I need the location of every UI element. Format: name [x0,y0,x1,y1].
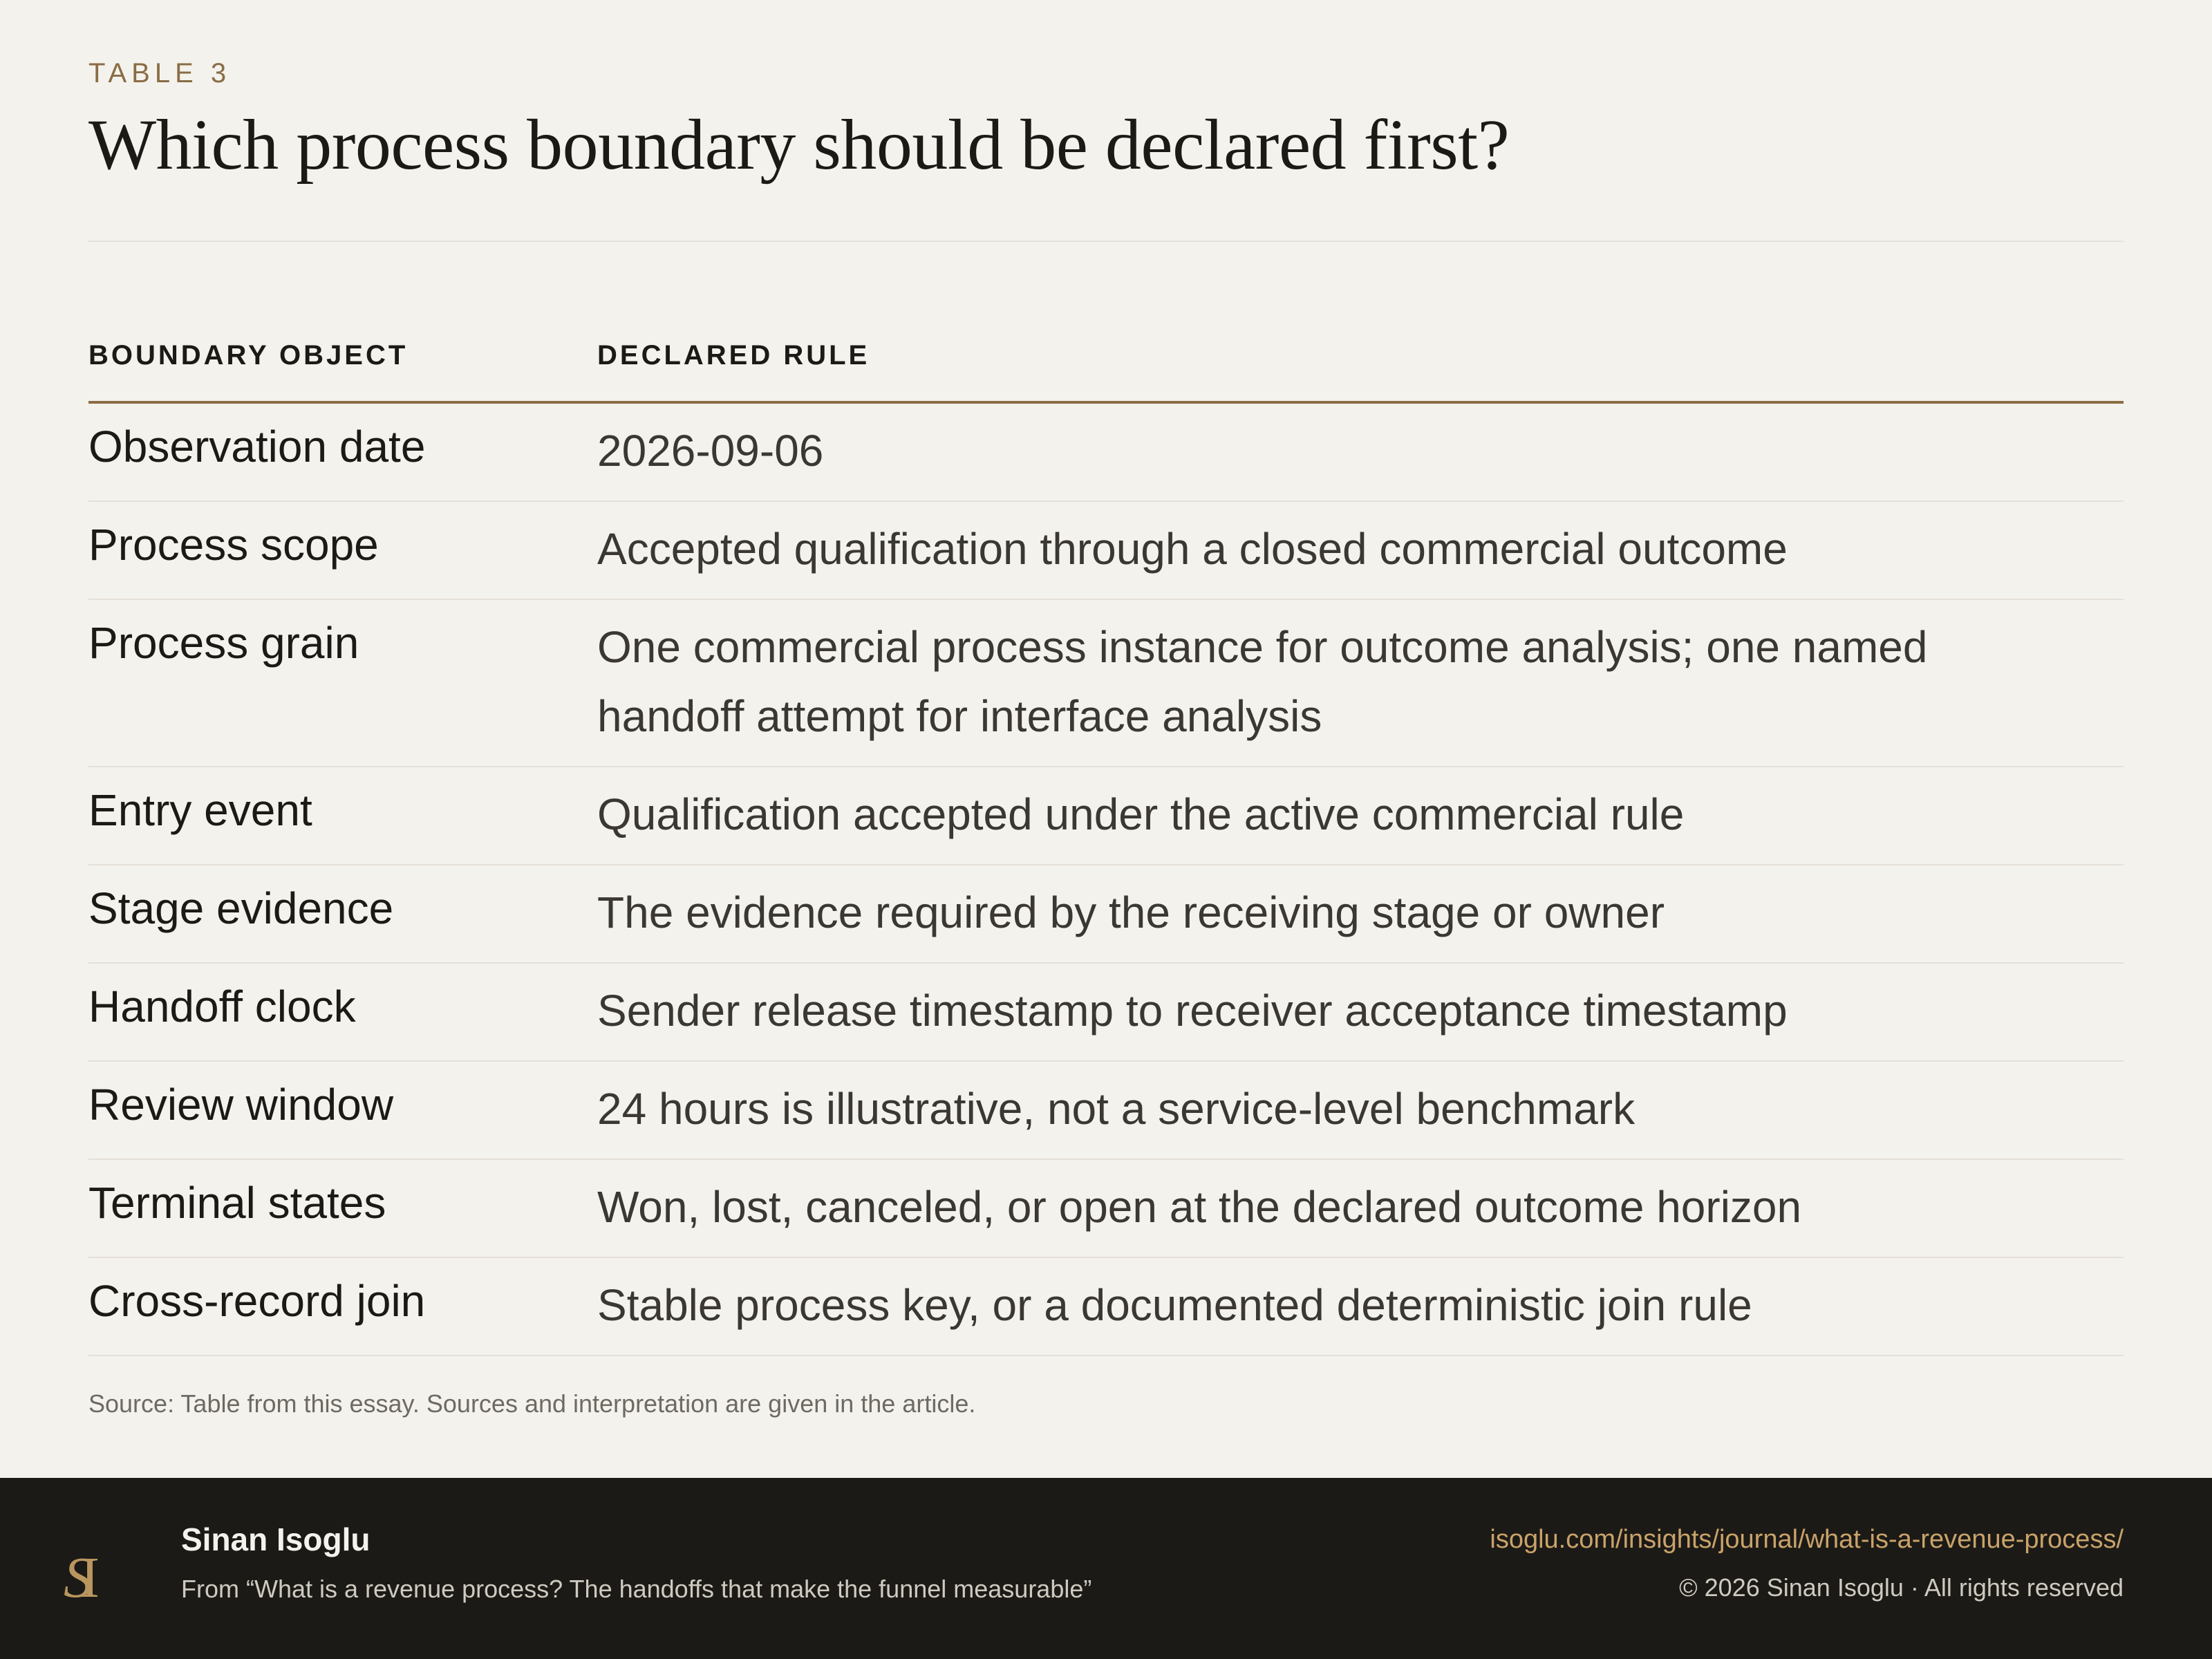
declared-rule-cell: One commercial process instance for outcome analysis; one named handoff attempt for interface analysis [597,622,1928,741]
table-row [88,767,2124,865]
boundary-object-cell: Review window [88,1080,394,1130]
logo-mark: SI [64,1546,87,1610]
article-link[interactable]: isoglu.com/insights/journal/what-is-a-revenue-process/ [1490,1525,2124,1554]
declared-rule-cell: Stable process key, or a documented deterministic join rule [597,1280,1752,1330]
boundary-table [88,332,2124,1356]
column-header-declared-rule: DECLARED RULE [597,340,870,371]
page-title: Which process boundary should be declared first? [88,105,1510,185]
boundary-object-cell: Cross-record join [88,1276,426,1326]
table-row [88,600,2124,767]
boundary-object-cell: Entry event [88,785,312,835]
declared-rule-cell: Accepted qualification through a closed commercial outcome [597,524,1788,574]
boundary-object-cell: Terminal states [88,1178,386,1228]
column-header-boundary-object: BOUNDARY OBJECT [88,340,409,371]
author-name: Sinan Isoglu [181,1521,371,1557]
boundary-object-cell: Observation date [88,422,426,471]
table-eyebrow: TABLE 3 [88,58,232,88]
table-body [88,404,2124,1356]
declared-rule-cell: The evidence required by the receiving stage or owner [597,888,1665,937]
table-row [88,1062,2124,1160]
source-note: Source: Table from this essay. Sources and interpretation are given in the article. [88,1389,976,1418]
boundary-object-cell: Process scope [88,520,379,570]
article-reference: From “What is a revenue process? The handoffs that make the funnel measurable” [181,1575,1092,1603]
table-row [88,1258,2124,1356]
boundary-object-cell: Process grain [88,618,359,668]
declared-rule-cell: Won, lost, canceled, or open at the declared outcome horizon [597,1182,1802,1232]
table-row [88,404,2124,502]
table-row [88,865,2124,964]
table-header [88,332,2124,404]
table-row [88,964,2124,1062]
copyright: © 2026 Sinan Isoglu · All rights reserved [1679,1573,2124,1602]
declared-rule-cell: 24 hours is illustrative, not a service-level benchmark [597,1084,1635,1134]
declared-rule-cell: Qualification accepted under the active commercial rule [597,789,1685,839]
title-divider [88,241,2124,242]
table-row [88,502,2124,600]
boundary-object-cell: Handoff clock [88,982,356,1031]
footer [0,1478,2212,1659]
table-row [88,1160,2124,1258]
boundary-object-cell: Stage evidence [88,883,394,933]
declared-rule-cell: Sender release timestamp to receiver acceptance timestamp [597,986,1788,1035]
declared-rule-cell: 2026-09-06 [597,426,824,476]
